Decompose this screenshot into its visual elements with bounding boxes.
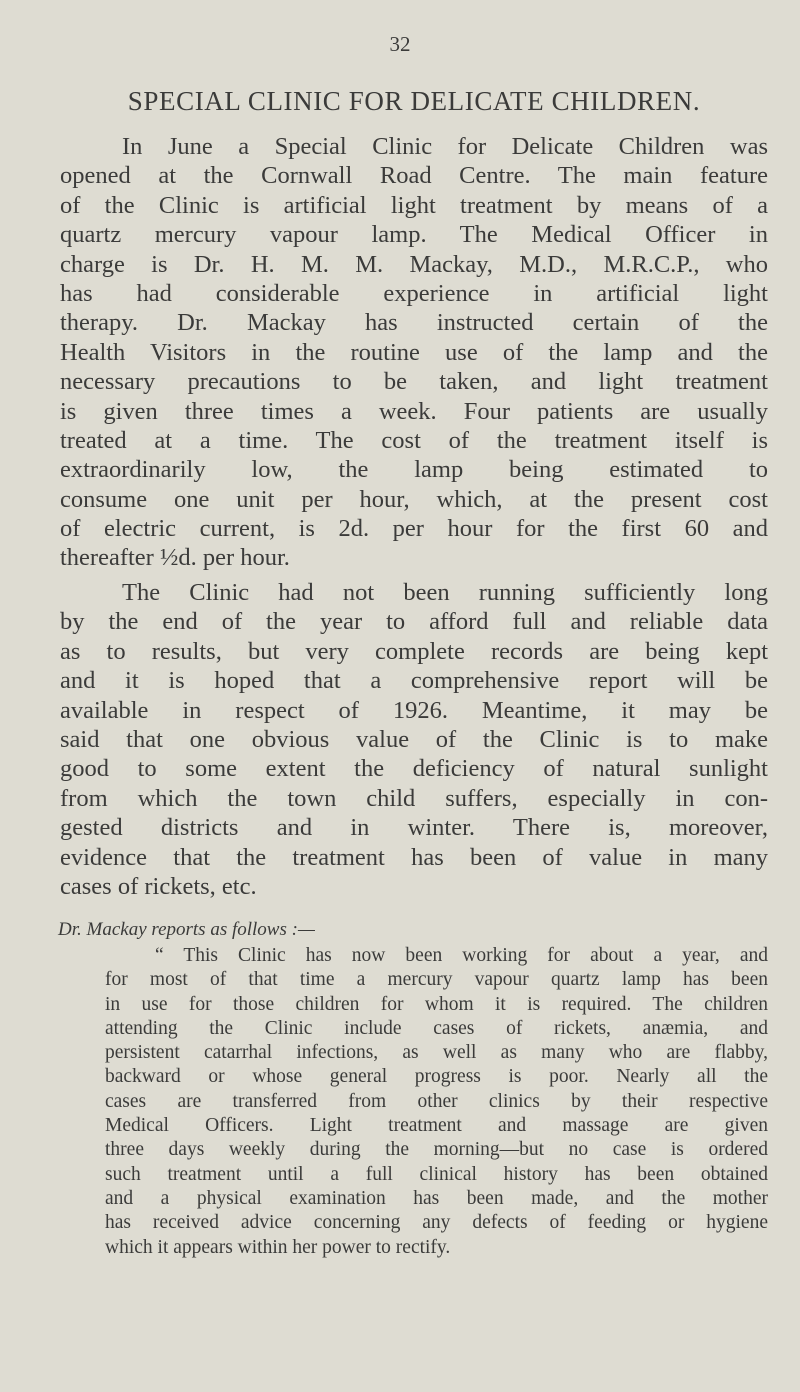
- text-line: good to some extent the deficiency of natural sunlight: [60, 755, 768, 783]
- text-line: three days weekly during the morning—but no case is ordered: [105, 1139, 768, 1161]
- text-line: cases of rickets, etc.: [60, 872, 257, 900]
- text-line: has received advice concerning any defects of feeding or hygiene: [105, 1212, 768, 1234]
- text-line: quartz mercury vapour lamp. The Medical Officer in: [60, 221, 768, 249]
- paragraph-2: [60, 578, 768, 901]
- text-line: gested districts and in winter. There is, moreover,: [60, 814, 768, 842]
- text-line: available in respect of 1926. Meantime, it may be: [60, 696, 768, 724]
- text-line: extraordinarily low, the lamp being estimated to: [60, 456, 768, 484]
- text-line: cases are transferred from other clinics by their respective: [105, 1090, 768, 1112]
- text-line: necessary precautions to be taken, and light treatment: [60, 368, 768, 396]
- section-title: SPECIAL CLINIC FOR DELICATE CHILDREN.: [127, 86, 701, 116]
- text-line: said that one obvious value of the Clinic is to make: [60, 725, 768, 753]
- text-line: backward or whose general progress is poor. Nearly all the: [105, 1066, 768, 1088]
- text-line: charge is Dr. H. M. M. Mackay, M.D., M.R.C.P., who: [60, 250, 768, 278]
- text-line: for most of that time a mercury vapour quartz lamp has been: [105, 969, 768, 991]
- text-line: has had considerable experience in artificial light: [60, 279, 768, 307]
- text-line: persistent catarrhal infections, as well as many who are flabby,: [105, 1042, 768, 1064]
- text-line: such treatment until a full clinical history has been obtained: [105, 1163, 768, 1185]
- text-line: Health Visitors in the routine use of the lamp and the: [60, 338, 768, 366]
- text-line: “ This Clinic has now been working for about a year, and: [155, 945, 768, 966]
- text-line: evidence that the treatment has been of value in many: [60, 843, 768, 871]
- text-line: of electric current, is 2d. per hour for the first 60 and: [60, 515, 768, 543]
- text-line: by the end of the year to afford full and reliable data: [60, 608, 768, 636]
- text-line: attending the Clinic include cases of rickets, anæmia, and: [105, 1017, 768, 1039]
- text-line: thereafter ½d. per hour.: [60, 544, 290, 572]
- text-line: which it appears within her power to rectify.: [105, 1236, 451, 1258]
- page-number: 32: [389, 32, 411, 56]
- text-line: treated at a time. The cost of the treatment itself is: [60, 426, 768, 454]
- text-line: therapy. Dr. Mackay has instructed certain of the: [60, 309, 768, 337]
- text-line: of the Clinic is artificial light treatment by means of a: [60, 191, 768, 219]
- text-line: is given three times a week. Four patients are usually: [60, 397, 768, 425]
- text-line: opened at the Cornwall Road Centre. The main feature: [60, 162, 768, 190]
- text-line: Medical Officers. Light treatment and massage are given: [105, 1115, 768, 1137]
- report-intro: Dr. Mackay reports as follows :—: [58, 919, 315, 940]
- quoted-report: [105, 944, 768, 1260]
- text-line: from which the town child suffers, especially in con-: [60, 784, 768, 812]
- text-line: The Clinic had not been running sufficiently long: [122, 579, 768, 606]
- paragraph-1: [60, 132, 768, 573]
- text-line: and it is hoped that a comprehensive report will be: [60, 667, 768, 695]
- text-line: In June a Special Clinic for Delicate Children was: [122, 133, 768, 160]
- text-line: and a physical examination has been made, and the mother: [105, 1187, 768, 1209]
- text-line: in use for those children for whom it is required. The children: [105, 993, 768, 1015]
- text-line: as to results, but very complete records are being kept: [60, 637, 768, 665]
- text-line: consume one unit per hour, which, at the present cost: [60, 485, 768, 513]
